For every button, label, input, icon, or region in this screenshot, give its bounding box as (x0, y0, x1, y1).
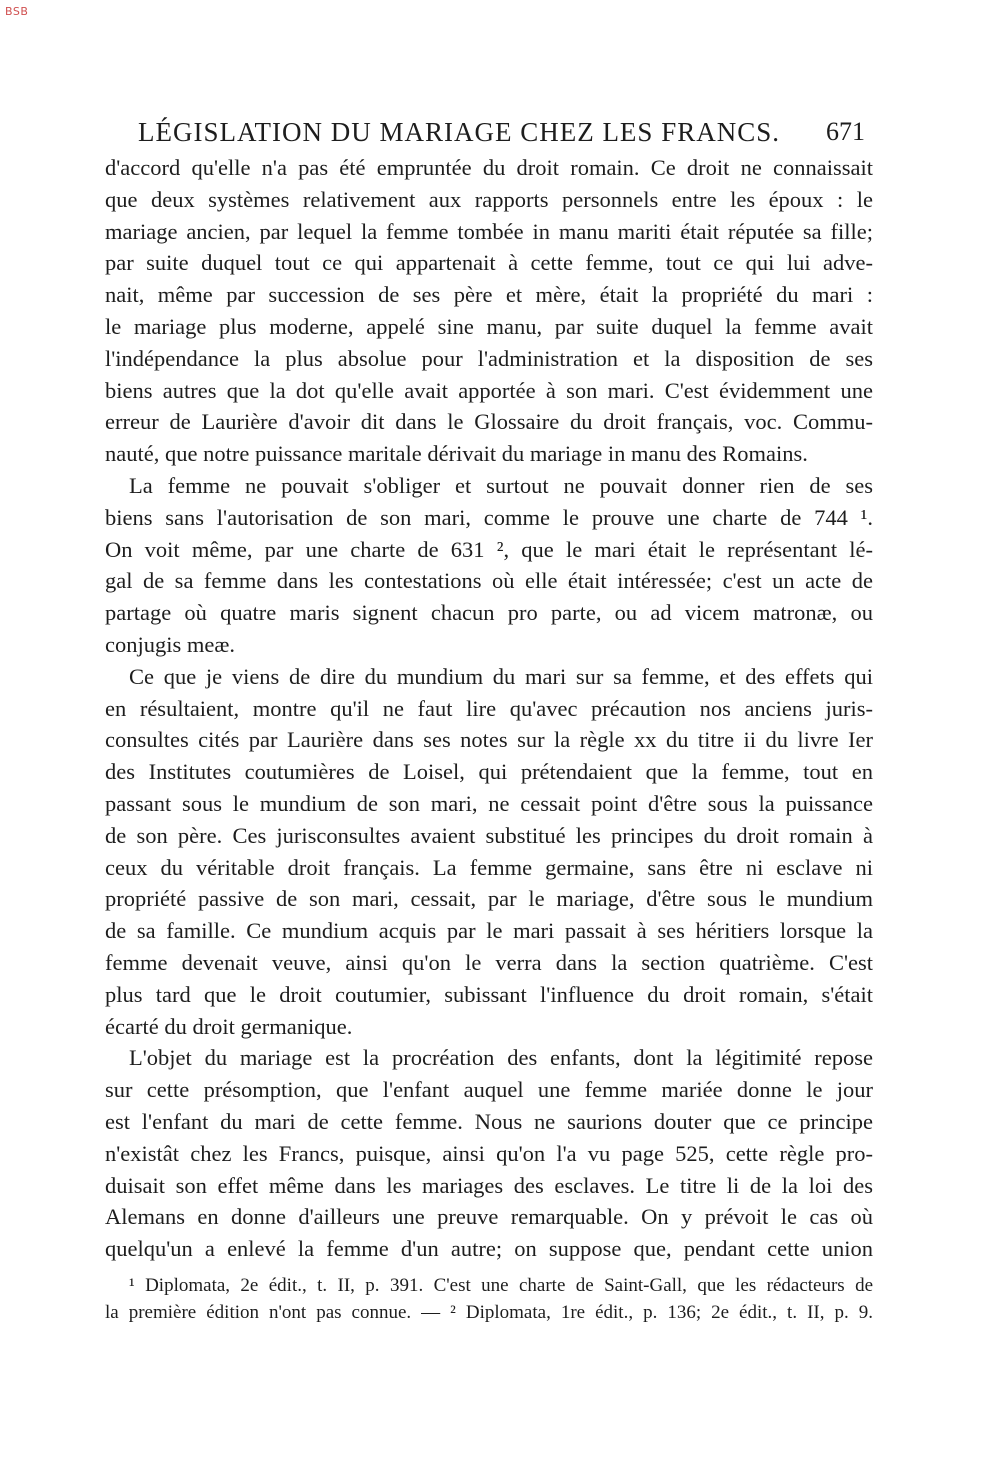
text-line: l'indépendance la plus absolue pour l'administration et la disposition de ses (105, 345, 873, 371)
text-line: que deux systèmes relativement aux rapports personnels entre les époux : le (105, 186, 873, 212)
paragraph (105, 1042, 873, 1265)
footnote-line: la première édition n'ont pas connue. — ² Diplomata, 1re édit., p. 136; 2e édit., t. II, p. 9. (105, 1301, 873, 1323)
paragraph (105, 470, 873, 661)
text-line: quelqu'un a enlevé la femme d'un autre; on suppose que, pendant cette union (105, 1236, 873, 1262)
text-line: en résultaient, montre qu'il ne faut lire qu'avec précaution nos anciens juris- (105, 695, 873, 721)
text-line: passant sous le mundium de son mari, ne cessait point d'être sous la puissance (105, 790, 873, 816)
text-line: On voit même, par une charte de 631 ², que le mari était le représentant lé- (105, 536, 873, 562)
paragraph (105, 661, 873, 1043)
text-line: gal de sa femme dans les contestations où elle était intéressée; c'est un acte de (105, 568, 873, 594)
text-line: de son père. Ces jurisconsultes avaient substitué les principes du droit romain à (105, 822, 873, 848)
text-line: conjugis meæ. (105, 631, 235, 657)
text-line: biens autres que la dot qu'elle avait apportée à son mari. C'est évidemment une (105, 377, 873, 403)
text-line: nauté, que notre puissance maritale dérivait du mariage in manu des Romains. (105, 441, 808, 467)
page-number: 671 (826, 117, 865, 146)
library-stamp: BSB (5, 5, 29, 18)
text-line: ceux du véritable droit français. La femme germaine, sans être ni esclave ni (105, 854, 873, 880)
paragraph (105, 152, 873, 470)
footnote-line: ¹ Diplomata, 2e édit., t. II, p. 391. C'est une charte de Saint-Gall, que les rédacteurs de (129, 1274, 873, 1296)
text-line: de sa famille. Ce mundium acquis par le mari passait à ses héritiers lorsque la (105, 918, 873, 944)
text-line: plus tard que le droit coutumier, subissant l'influence du droit romain, s'était (105, 981, 873, 1007)
text-line: Ce que je viens de dire du mundium du mari sur sa femme, et des effets qui (129, 663, 873, 689)
text-line: erreur de Laurière d'avoir dit dans le Glossaire du droit français, voc. Commu- (105, 409, 873, 435)
text-line: n'existât chez les Francs, puisque, ainsi qu'on l'a vu page 525, cette règle pro- (105, 1140, 873, 1166)
text-line: nait, même par succession de ses père et mère, était la propriété du mari : (105, 282, 873, 308)
text-line: L'objet du mariage est la procréation des enfants, dont la légitimité repose (129, 1045, 873, 1071)
running-head (105, 112, 873, 152)
text-line: par suite duquel tout ce qui appartenait à cette femme, tout ce qui lui adve- (105, 250, 873, 276)
text-line: Alemans en donne d'ailleurs une preuve remarquable. On y prévoit le cas où (105, 1204, 873, 1230)
text-line: est l'enfant du mari de cette femme. Nous ne saurions douter que ce principe (105, 1108, 873, 1134)
text-line: sur cette présomption, que l'enfant auquel une femme mariée donne le jour (105, 1077, 873, 1103)
text-line: partage où quatre maris signent chacun pro parte, ou ad vicem matronæ, ou (105, 600, 873, 626)
footnotes (105, 1272, 873, 1326)
text-line: La femme ne pouvait s'obliger et surtout ne pouvait donner rien de ses (129, 472, 873, 498)
text-line: le mariage plus moderne, appelé sine manu, par suite duquel la femme avait (105, 313, 873, 339)
text-line: des Institutes coutumières de Loisel, qui prétendaient que la femme, tout en (105, 759, 873, 785)
text-line: biens sans l'autorisation de son mari, comme le prouve une charte de 744 ¹. (105, 504, 873, 530)
text-line: mariage ancien, par lequel la femme tombée in manu mariti était réputée sa fille; (105, 218, 873, 244)
text-line: consultes cités par Laurière dans ses notes sur la règle xx du titre ii du livre Ier (105, 727, 873, 753)
text-line: duisait son effet même dans les mariages des esclaves. Le titre li de la loi des (105, 1172, 873, 1198)
page-title: LÉGISLATION DU MARIAGE CHEZ LES FRANCS. (137, 117, 780, 147)
body-text (105, 152, 873, 1265)
text-line: propriété passive de son mari, cessait, par le mariage, d'être sous le mundium (105, 886, 873, 912)
text-line: d'accord qu'elle n'a pas été empruntée du droit romain. Ce droit ne connaissait (105, 155, 873, 180)
text-line: femme devenait veuve, ainsi qu'on le verra dans la section quatrième. C'est (105, 949, 873, 975)
text-line: écarté du droit germanique. (105, 1013, 353, 1039)
document-page (105, 112, 873, 1326)
